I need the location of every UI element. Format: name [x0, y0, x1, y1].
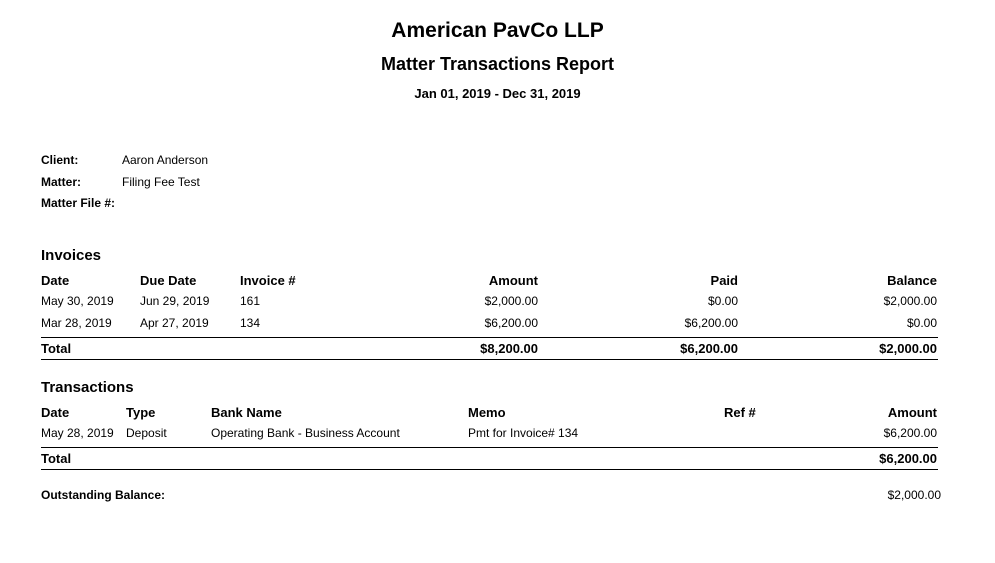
- invoice-row-1-balance: $2,000.00: [883, 294, 937, 308]
- invoices-col-invoice-number: Invoice #: [240, 273, 296, 288]
- transaction-row-1-amount: $6,200.00: [883, 426, 937, 440]
- transactions-section-title: Transactions: [41, 379, 134, 396]
- invoices-total-rule-bottom: [41, 359, 938, 360]
- invoice-row-2-due-date: Apr 27, 2019: [140, 316, 209, 330]
- outstanding-balance-label: Outstanding Balance:: [41, 488, 166, 502]
- transaction-row-1-bank-name: Operating Bank - Business Account: [211, 426, 400, 440]
- transactions-total-rule-bottom: [41, 469, 938, 470]
- transactions-col-amount: Amount: [887, 405, 937, 420]
- matter-file-label: Matter File #:: [41, 196, 116, 210]
- transaction-row-1-type: Deposit: [126, 426, 167, 440]
- invoices-col-due-date: Due Date: [140, 273, 197, 288]
- invoices-total-rule-top: [41, 337, 938, 338]
- transactions-col-type: Type: [126, 405, 156, 420]
- transaction-row-1-memo: Pmt for Invoice# 134: [468, 426, 579, 440]
- invoice-row-2-balance: $0.00: [906, 316, 937, 330]
- invoice-row-1-paid: $0.00: [707, 294, 738, 308]
- invoices-total-paid: $6,200.00: [680, 341, 738, 356]
- outstanding-balance-value: $2,000.00: [887, 488, 941, 502]
- invoice-row-2-paid: $6,200.00: [684, 316, 738, 330]
- transactions-col-bank-name: Bank Name: [211, 405, 282, 420]
- invoice-row-2-invoice-number: 134: [240, 316, 261, 330]
- transactions-total-rule-top: [41, 447, 938, 448]
- transactions-total-amount: $6,200.00: [879, 451, 937, 466]
- report-title: Matter Transactions Report: [380, 54, 615, 74]
- invoice-row-2-amount: $6,200.00: [484, 316, 538, 330]
- invoices-section-title: Invoices: [41, 247, 102, 264]
- invoices-total-label: Total: [41, 341, 72, 356]
- invoices-col-balance: Balance: [887, 273, 937, 288]
- date-range: Jan 01, 2019 - Dec 31, 2019: [414, 86, 581, 101]
- invoices-col-paid: Paid: [710, 273, 738, 288]
- transaction-row-1-date: May 28, 2019: [41, 426, 114, 440]
- matter-value: Filing Fee Test: [122, 175, 200, 189]
- invoices-col-amount: Amount: [488, 273, 538, 288]
- invoices-col-date: Date: [41, 273, 70, 288]
- transactions-col-date: Date: [41, 405, 70, 420]
- client-value: Aaron Anderson: [122, 153, 209, 167]
- transactions-col-ref-number: Ref #: [724, 405, 756, 420]
- client-label: Client:: [41, 153, 79, 167]
- invoices-total-amount: $8,200.00: [480, 341, 538, 356]
- matter-label: Matter:: [41, 175, 82, 189]
- company-name: American PavCo LLP: [391, 19, 604, 42]
- invoices-total-balance: $2,000.00: [879, 341, 937, 356]
- invoice-row-1-due-date: Jun 29, 2019: [140, 294, 210, 308]
- invoice-row-1-date: May 30, 2019: [41, 294, 114, 308]
- invoice-row-2-date: Mar 28, 2019: [41, 316, 112, 330]
- transactions-total-label: Total: [41, 451, 72, 466]
- invoice-row-1-invoice-number: 161: [240, 294, 261, 308]
- transactions-col-memo: Memo: [468, 405, 506, 420]
- invoice-row-1-amount: $2,000.00: [484, 294, 538, 308]
